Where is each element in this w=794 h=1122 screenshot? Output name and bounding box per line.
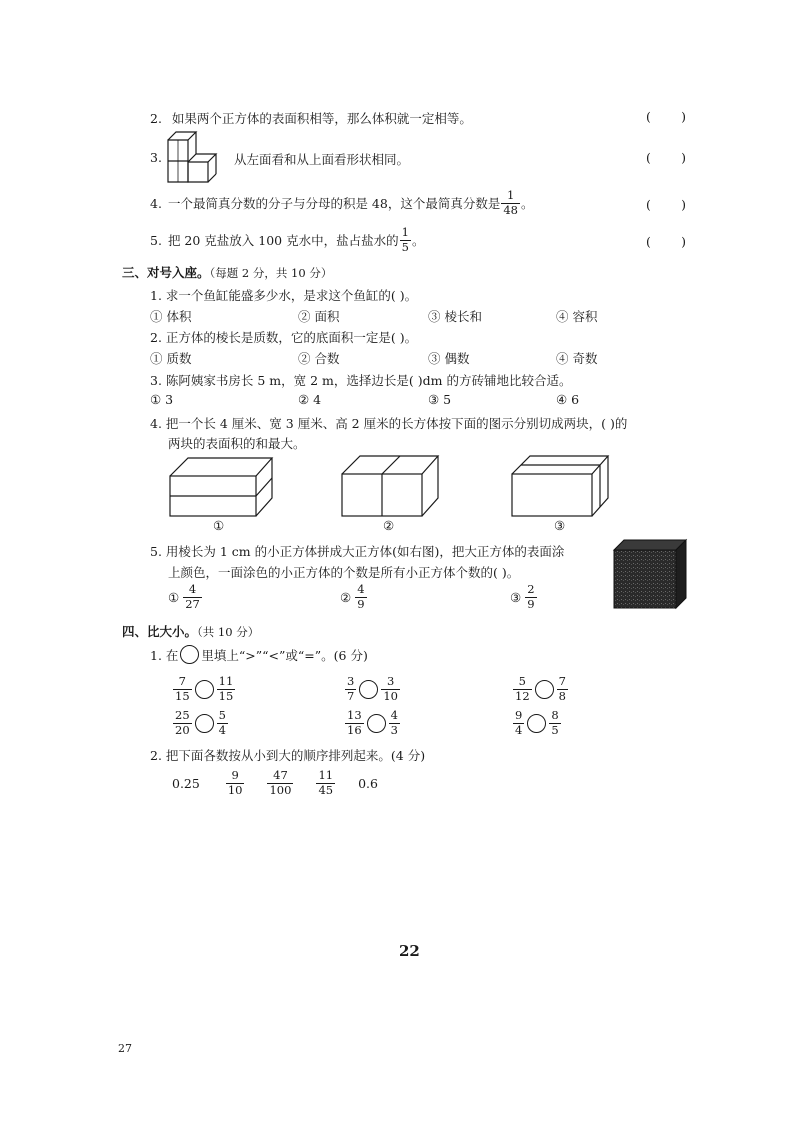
section-3-heading: 三、对号入座。（每题 2 分，共 10 分） <box>122 265 333 280</box>
figure-label-3: ③ <box>554 518 566 533</box>
q-text: 从左面看和从上面看形状相同。 <box>234 152 410 167</box>
compare-circle[interactable] <box>195 680 214 699</box>
compare-circle[interactable] <box>359 680 378 699</box>
s3-q2-option-4[interactable]: ④ 奇数 <box>556 351 598 366</box>
s3-q3-option-4[interactable]: ④ 6 <box>556 392 580 407</box>
cuboid-cut-depth-figure <box>510 454 610 518</box>
s3-q5-option-1[interactable]: ① $\frac{4}{27}$ <box>168 582 200 611</box>
compare-circle-sample <box>180 645 199 664</box>
compare-circle[interactable] <box>195 714 214 733</box>
s3-q3-option-1[interactable]: ① 3 <box>150 392 174 407</box>
s3-q5-text-cont: 上颜色，一面涂色的小正方体的个数是所有小正方体个数的( )。 <box>168 565 520 580</box>
corner-number: 27 <box>118 1042 132 1055</box>
s3-q1-text: 1. 求一个鱼缸能盛多少水，是求这个鱼缸的( )。 <box>150 288 418 303</box>
fraction: $\frac{1}{48}$ <box>503 188 518 217</box>
number-0-25: 0.25 <box>172 775 200 791</box>
fraction-47-100: $\frac{47}{100}$ <box>269 768 292 797</box>
compare-pair-2: $\frac{3}{7}$ $\frac{3}{10}$ <box>347 674 398 703</box>
answer-paren-q4[interactable]: ( ) <box>646 197 686 212</box>
s3-q3-option-3[interactable]: ③ 5 <box>428 392 452 407</box>
fraction: $\frac{1}{5}$ <box>401 225 409 254</box>
s3-q3-option-2[interactable]: ② 4 <box>298 392 322 407</box>
s3-q1-option-4[interactable]: ④ 容积 <box>556 309 598 324</box>
compare-pair-5: $\frac{13}{16}$ $\frac{4}{3}$ <box>347 708 398 737</box>
s3-q1-option-3[interactable]: ③ 棱长和 <box>428 309 482 324</box>
compare-pair-6: $\frac{9}{4}$ $\frac{8}{5}$ <box>515 708 559 737</box>
s3-q3-text: 3. 陈阿姨家书房长 5 m，宽 2 m，选择边长是( )dm 的方砖铺地比较合适。 <box>150 373 572 388</box>
fraction: $\frac{4}{27}$ <box>185 582 200 611</box>
judge-q3-number: 3. <box>150 150 162 165</box>
compare-pair-1: $\frac{7}{15}$ $\frac{11}{15}$ <box>175 674 234 703</box>
answer-paren-q3[interactable]: ( ) <box>646 150 686 165</box>
compare-pair-3: $\frac{5}{12}$ $\frac{7}{8}$ <box>515 674 566 703</box>
fraction: $\frac{4}{9}$ <box>357 582 365 611</box>
judge-q4: 4. 一个最简真分数的分子与分母的积是 48，这个最简真分数是 $\frac{1}{48}$ 。 <box>150 188 534 217</box>
fraction-11-45: $\frac{11}{45}$ <box>318 768 334 797</box>
s3-q2-text: 2. 正方体的棱长是质数，它的底面积一定是( )。 <box>150 330 418 345</box>
s4-q1-instruction: 1. 在 里填上“>”“<”或“=”。(6 分) <box>150 645 368 664</box>
cuboid-cut-horizontal-figure <box>168 456 274 518</box>
figure-label-1: ① <box>213 518 225 533</box>
s3-q2-option-2[interactable]: ② 合数 <box>298 351 340 366</box>
numbers-to-order <box>172 770 378 796</box>
compare-circle[interactable] <box>527 714 546 733</box>
s3-q1-option-2[interactable]: ② 面积 <box>298 309 340 324</box>
l-shape-solid-figure <box>164 128 234 184</box>
cuboid-cut-vertical-figure <box>340 454 440 518</box>
figure-label-2: ② <box>383 518 395 533</box>
s3-q2-option-1[interactable]: ① 质数 <box>150 351 192 366</box>
s3-q2-option-3[interactable]: ③ 偶数 <box>428 351 470 366</box>
number-0-6: 0.6 <box>358 775 378 791</box>
s4-q2-instruction: 2. 把下面各数按从小到大的顺序排列起来。(4 分) <box>150 748 426 763</box>
painted-big-cube-figure <box>612 538 688 610</box>
s3-q5-option-3[interactable]: ③ $\frac{2}{9}$ <box>510 582 535 611</box>
s3-q1-option-1[interactable]: ① 体积 <box>150 309 192 324</box>
q-number: 2. <box>150 111 162 126</box>
s3-q4-text-cont: 两块的表面积的和最大。 <box>168 436 306 451</box>
q-text: 如果两个正方体的表面积相等，那么体积就一定相等。 <box>171 111 472 126</box>
answer-paren-q2[interactable]: ( ) <box>646 109 686 124</box>
answer-paren-q5[interactable]: ( ) <box>646 234 686 249</box>
s3-q5-text: 5. 用棱长为 1 cm 的小正方体拼成大正方体(如右图)，把大正方体的表面涂 <box>150 544 565 559</box>
judge-q2 <box>150 109 472 127</box>
page-number: 22 <box>399 942 420 960</box>
s3-q5-option-2[interactable]: ② $\frac{4}{9}$ <box>340 582 365 611</box>
fraction: $\frac{2}{9}$ <box>527 582 535 611</box>
compare-circle[interactable] <box>367 714 386 733</box>
judge-q5: 5. 把 20 克盐放入 100 克水中，盐占盐水的 $\frac{1}{5}$ 。 <box>150 225 425 254</box>
fraction-9-10: $\frac{9}{10}$ <box>227 768 243 797</box>
s3-q4-text: 4. 把一个长 4 厘米、宽 3 厘米、高 2 厘米的长方体按下面的图示分别切成两块，( )的 <box>150 416 628 431</box>
compare-circle[interactable] <box>535 680 554 699</box>
compare-pair-4: $\frac{25}{20}$ $\frac{5}{4}$ <box>175 708 226 737</box>
section-4-heading: 四、比大小。（共 10 分） <box>122 624 260 639</box>
